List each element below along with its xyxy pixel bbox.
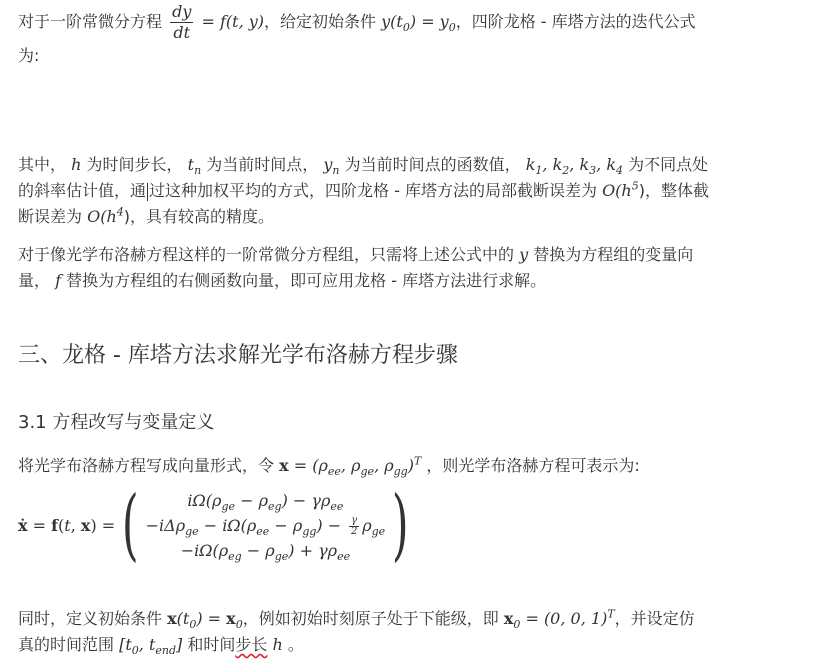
math-k-list: $k_1$, $k_2$, $k_3$, $k_4$ [525,155,624,178]
math-h: h [71,155,82,174]
math-o5: $O(h^5$ [602,179,639,200]
equation-lhs: ẋ [18,515,28,535]
math-x-vector: x [279,456,289,475]
math-o4: $O(h^4$ [87,205,124,226]
math-x0-value: $x_0 = (0$, 0, 1)$^T$ [503,607,615,632]
intro-mid-text: ，给定初始条件 [264,12,377,31]
math-y: y [519,245,529,264]
gamma-half-fraction: $\frac{\gamma}{2}$ [351,514,358,537]
intro-paragraph [18,2,808,69]
right-paren: ) [392,480,409,570]
math-f: f [55,271,62,290]
equation-rows [146,488,386,563]
intro-after-text: ，四阶龙格 - 库塔方法的迭代公式 [455,12,696,31]
math-x0: $x(t_0) = x_0$ [167,609,243,632]
ode-rhs: = f(t, y) [201,12,265,31]
where-paragraph: 其中， h 为时间步长， $t_n$ 为当前时间点， $y_n$ 为当前时间点的函数值， $k_1$, $k_2$, $k_3$, $k_4$ 为不同点处 的斜率估计值，通 过这种加权平均的方式，四阶龙格 - 库塔方法的局部截断误差为 $O(h^5)$，整体截 断误差为 $O(h^4)$，具有较高的精度。 [18,155,709,226]
subsection-heading: 3.1 方程改写与变量定义 [18,412,215,433]
vector-paragraph: 将光学布洛赫方程写成向量形式，令 $x = (\rho_{ee}$, $\rho_{ge}$, $\rho_{gg})^T$ ，则光学布洛赫方程可表示为: [18,454,640,479]
intro-text: 对于一阶常微分方程 [18,12,163,31]
ode-fraction [170,2,193,43]
math-h-step: h [272,635,283,654]
apply-paragraph: 对于像光学布洛赫方程这样的一阶常微分方程组，只需将上述公式中的 y 替换为方程组的变量向 量， f 替换为方程组的右侧函数向量，即可应用龙格 - 库塔方法进行求解。 [18,245,694,290]
bloch-equation-system: ẋ = f ( t , x ) = ( $i\Omega(\rho_{ge} - \rho_{eg}) - \gamma\rho_{ee}$ $-i\Delta\rho_{ge} - i\Omega(\rho_{ee} - \rho_{gg})$ − $\frac{\gamma}{2}$ $\rho_{ge}$ $-i\Omega(\rho_{eg} - \rho_{ge}) + \gamma\rho_{ee}$ ) [18,480,409,570]
initial-condition-paragraph: 同时，定义初始条件 $x(t_0) = x_0$，例如初始时刻原子处于下能级，即 $x_0 = (0$, 0, 1)$^T$，并设定仿 真的时间范围 [$t_0$, $t_{end}$] 和时间步长 h 。 [18,607,695,658]
equation-row-1: $i\Omega(\rho_{ge} - \rho_{eg}) - \gamma\rho_{ee}$ [187,490,344,513]
math-rho-vector: = ($\rho_{ee}$, $\rho_{ge}$, $\rho_{gg})^T$ [293,454,422,479]
fraction-denominator: dt [173,23,191,42]
left-paren: ( [122,480,139,570]
intro-line2: 为: [18,46,40,65]
equation-row-2: $-i\Delta\rho_{ge} - i\Omega(\rho_{ee} - \rho_{gg})$ − $\frac{\gamma}{2}$ $\rho_{ge}$ [145,514,386,538]
spellcheck-underlined-text: 步长 [235,635,268,654]
math-tn: $t_n$ [187,155,202,178]
math-time-range: [$t_0$, $t_{end}$] [119,635,183,658]
equation-row-3: $-i\Omega(\rho_{eg} - \rho_{ge}) + \gamma\rho_{ee}$ [180,540,351,563]
math-yn: $y_n$ [323,155,340,178]
text-cursor [147,183,148,201]
initial-condition-math: $y(t_0) = y_0$ [381,12,456,35]
section-heading: 三、龙格 - 库塔方法求解光学布洛赫方程步骤 [18,343,458,368]
fraction-numerator: dy [172,2,192,21]
